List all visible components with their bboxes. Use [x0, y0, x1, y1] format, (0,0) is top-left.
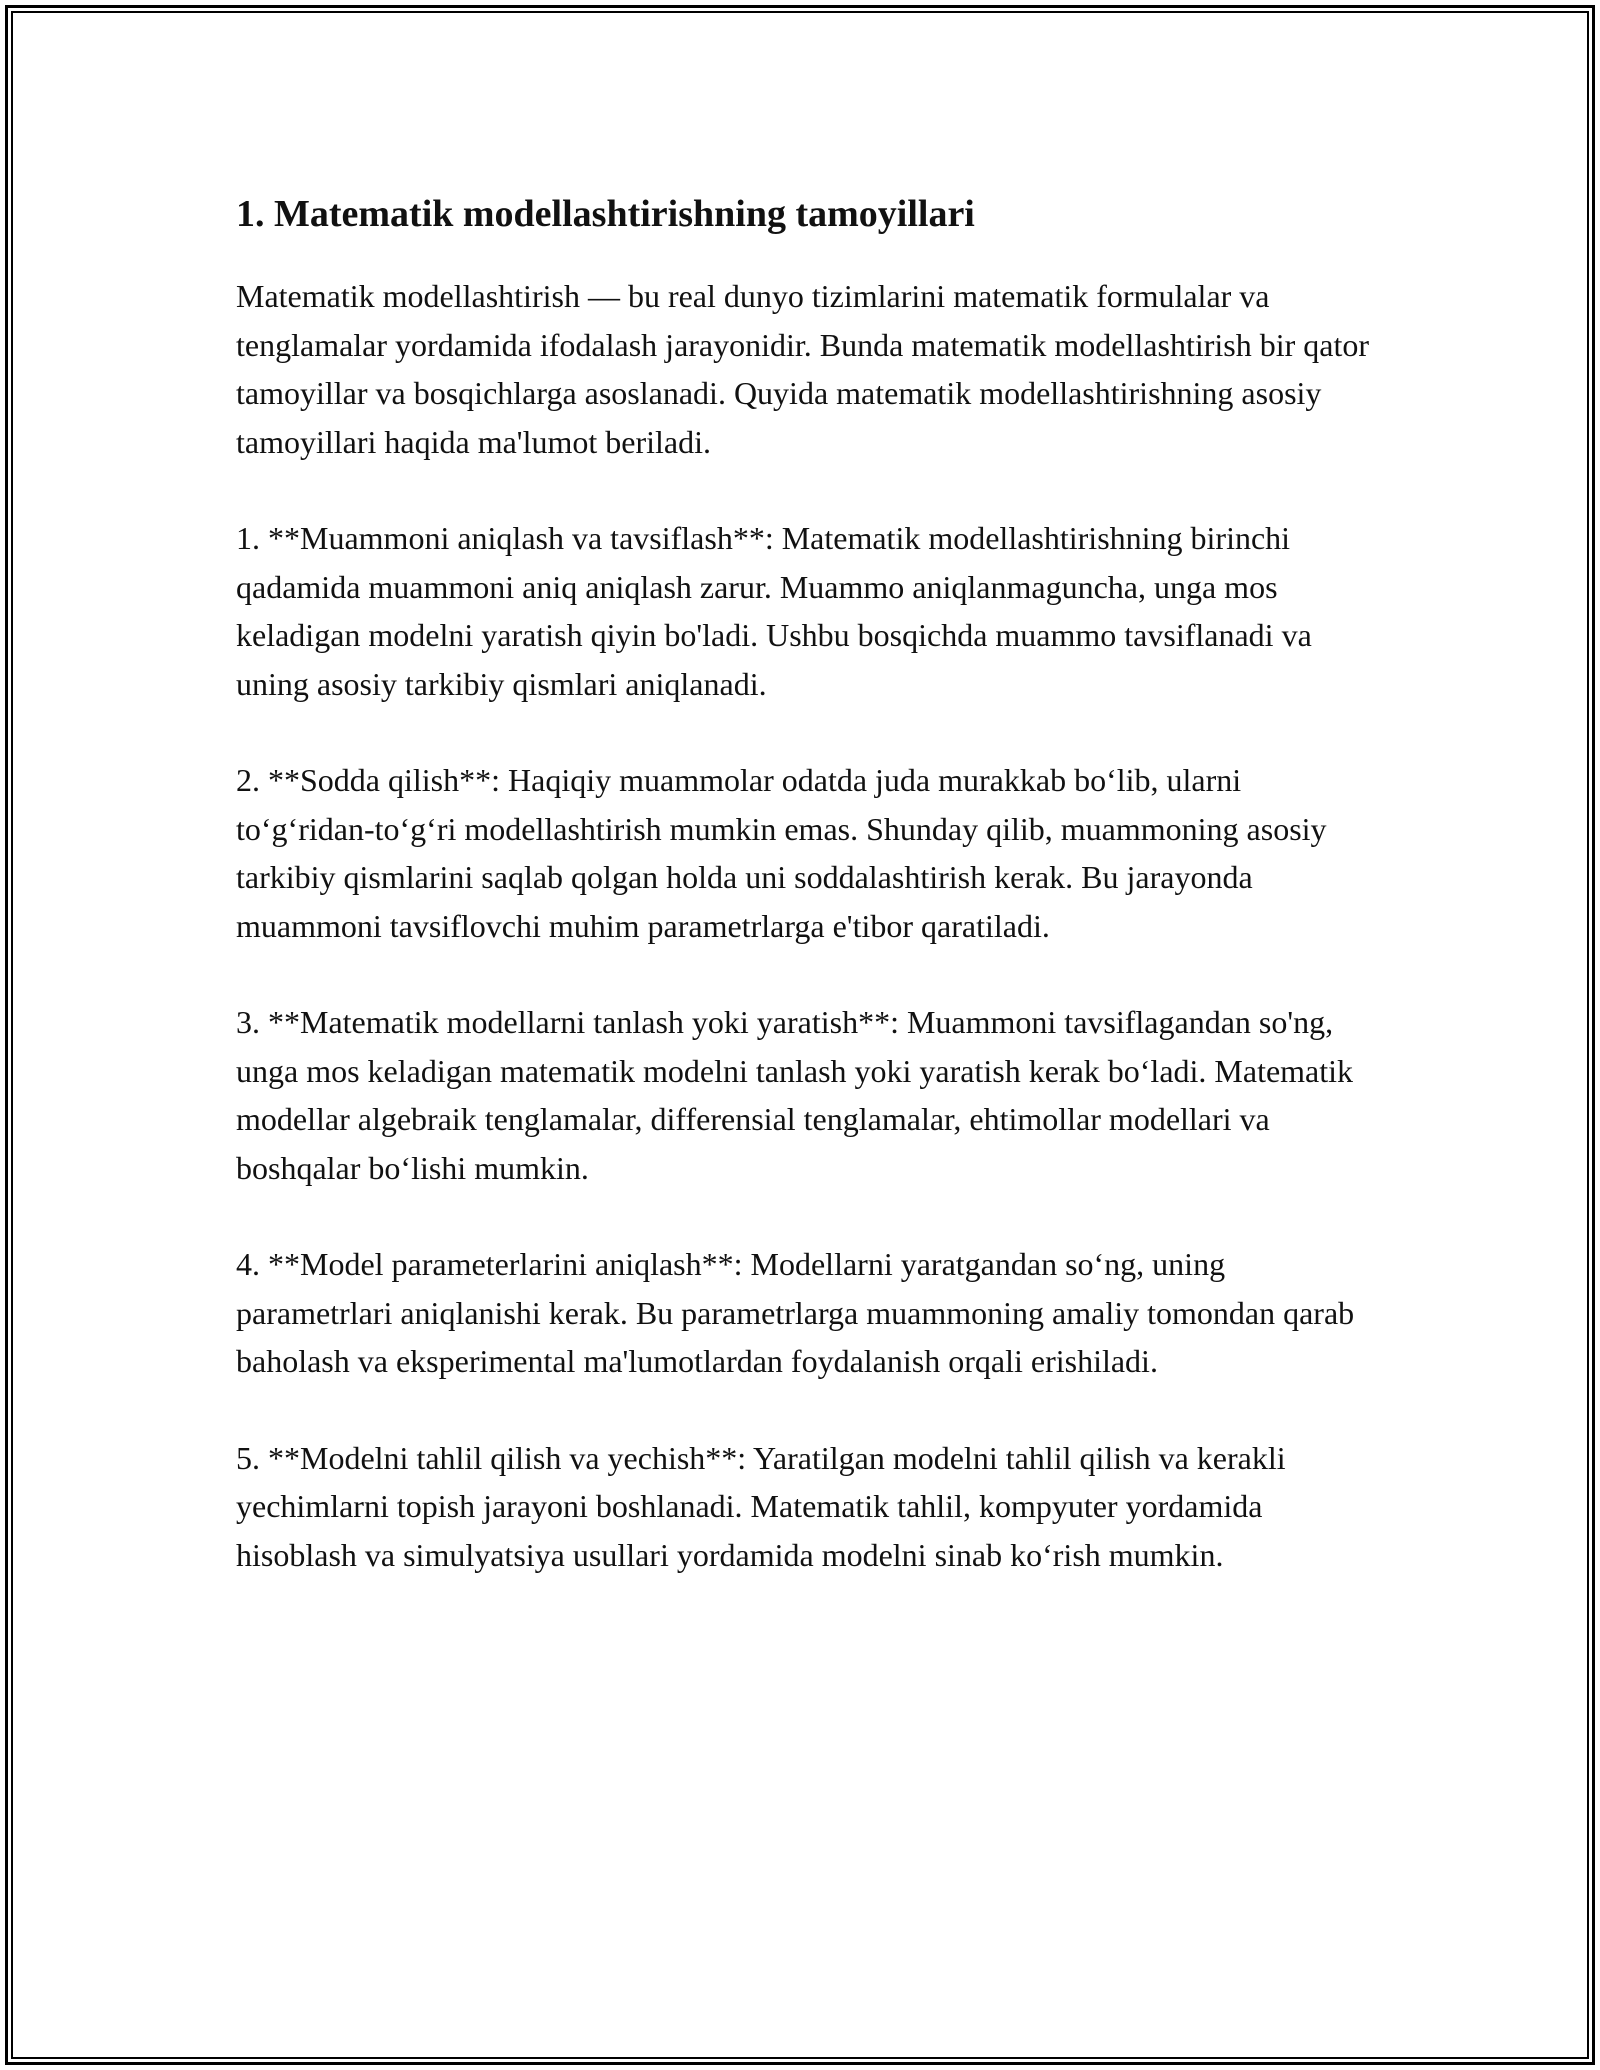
intro-paragraph: Matematik modellashtirish — bu real dunyo tizimlarini matematik formulalar va tenglamalar yordamida ifodalash jarayonidir. Bunda matematik modellashtirish bir qator tamoyillar va bosqichlarga asoslanadi. Quyida matematik modellashtirishning asosiy tamoyillari haqida ma'lumot beriladi.: [236, 278, 1370, 460]
principle-5-paragraph: 5. **Modelni tahlil qilish va yechish**: Yaratilgan modelni tahlil qilish va kerakli yechimlarni topish jarayoni boshlanadi. Matematik tahlil, kompyuter yordamida hisoblash va simulyatsiya usullari yordamida modelni sinab ko‘rish mumkin.: [236, 1439, 1286, 1573]
document-title: 1. Matematik modellashtirishning tamoyillari: [236, 193, 975, 235]
principle-2-paragraph: 2. **Sodda qilish**: Haqiqiy muammolar odatda juda murakkab bo‘lib, ularni to‘g‘ridan-to‘g‘ri modellashtirish mumkin emas. Shunday qilib, muammoning asosiy tarkibiy qismlarini saqlab qolgan holda uni soddalashtirish kerak. Bu jarayonda muammoni tavsiflovchi muhim parametrlarga e'tibor qaratiladi.: [236, 762, 1327, 944]
principle-3-paragraph: 3. **Matematik modellarni tanlash yoki yaratish**: Muammoni tavsiflagandan so'ng, unga mos keladigan matematik modelni tanlash yoki yaratish kerak bo‘ladi. Matematik modellar algebraik tenglamalar, differensial tenglamalar, ehtimollar modellari va boshqalar bo‘lishi mumkin.: [236, 1004, 1354, 1186]
document-body: [236, 186, 1376, 1627]
principle-4-paragraph: 4. **Model parameterlarini aniqlash**: Modellarni yaratgandan so‘ng, uning parametrlari aniqlanishi kerak. Bu parametrlarga muammoning amaliy tomondan qarab baholash va eksperimental ma'lumotlardan foydalanish orqali erishiladi.: [236, 1246, 1355, 1379]
principle-1-paragraph: 1. **Muammoni aniqlash va tavsiflash**: Matematik modellashtirishning birinchi qadamida muammoni aniq aniqlash zarur. Muammo aniqlanmaguncha, unga mos keladigan modelni yaratish qiyin bo'ladi. Ushbu bosqichda muammo tavsiflanadi va uning asosiy tarkibiy qismlari aniqlanadi.: [236, 520, 1312, 702]
